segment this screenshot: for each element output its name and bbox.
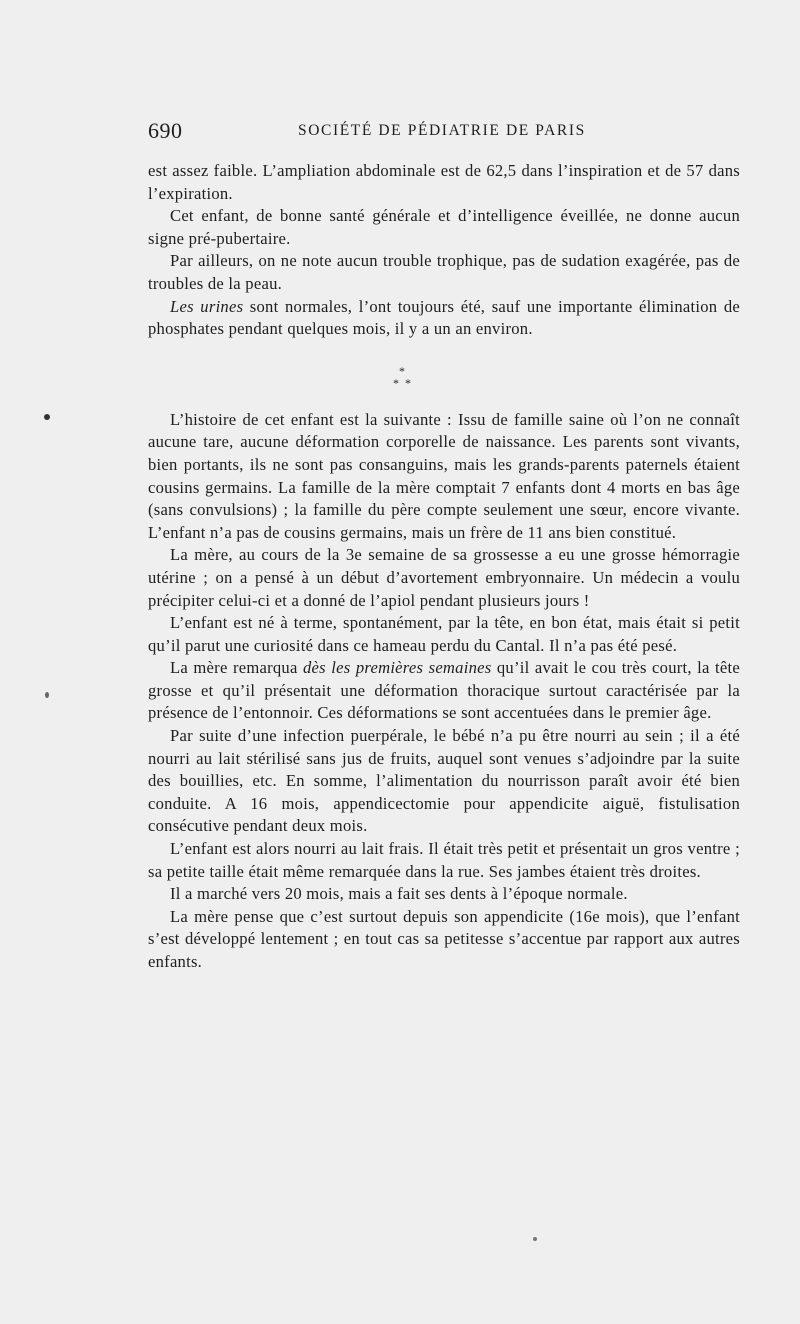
paragraph-birth: L’enfant est né à terme, spontanément, par la tête, en bon état, mais était si petit qu’il parut une curiosité dans ce hameau perdu du Cantal. Il n’a pas été pesé. bbox=[148, 613, 740, 655]
asterism-star-top: * bbox=[399, 363, 406, 378]
paragraph-urines bbox=[148, 296, 740, 341]
margin-ink-spot bbox=[44, 414, 50, 420]
paragraph-fresh-milk: L’enfant est alors nourri au lait frais. Il était très petit et présentait un gros ventre ; sa petite taille était même remarquée dans la rue. Ses jambes étaient très droites. bbox=[148, 839, 740, 881]
deformation-text-b: qu’il avait le cou très court, la tête grosse et qu’il présentait une déformation thoracique surtout caractérisée par la présence de l’entonnoir. Ces déformations se sont accentuées dans le premier âge. bbox=[148, 658, 740, 723]
margin-ink-speck bbox=[45, 692, 49, 698]
paragraph-trophic: Par ailleurs, on ne note aucun trouble trophique, pas de sudation exagérée, pas de troubles de la peau. bbox=[148, 251, 740, 293]
paragraph-pregnancy: La mère, au cours de la 3e semaine de sa grossesse a eu une grosse hémorragie utérine ; on a pensé à un début d’avortement embryonnaire. Un médecin a voulu précipiter celui-ci et a donné de l’apiol pendant plusieurs jours ! bbox=[148, 545, 740, 610]
deformation-text-a: La mère remarqua bbox=[170, 658, 303, 678]
paragraph-feeding: Par suite d’une infection puerpérale, le bébé n’a pu être nourri au sein ; il a été nourri au lait stérilisé sans jus de fruits, auquel sont venues s’adjoindre par la suite des bouillies, etc. En somme, l’alimentation du nourrisson paraît avoir été bien conduite. A 16 mois, appendicectomie pour appendicite aiguë, fistulisation consécutive pendant deux mois. bbox=[148, 726, 740, 836]
paragraph-deformation bbox=[148, 657, 740, 725]
section-asterism bbox=[148, 341, 740, 409]
page-number: 690 bbox=[148, 118, 183, 143]
asterism-star-right: * bbox=[405, 375, 412, 390]
paragraph-walking: Il a marché vers 20 mois, mais a fait ses dents à l’époque normale. bbox=[170, 884, 628, 904]
paragraph-development: La mère pense que c’est surtout depuis son appendicite (16e mois), que l’enfant s’est développé lentement ; en tout cas sa petitesse s’accentue par rapport aux autres enfants. bbox=[148, 906, 740, 971]
bottom-ink-speck bbox=[533, 1237, 537, 1241]
urines-text: sont normales, l’ont toujours été, sauf une importante élimination de phosphates pendant quelques mois, il y a un an environ. bbox=[148, 296, 740, 339]
running-title: SOCIÉTÉ DE PÉDIATRIE DE PARIS bbox=[298, 122, 586, 139]
paragraph-continuation: est assez faible. L’ampliation abdominale est de 62,5 dans l’inspiration et de 57 dans l’expiration. bbox=[148, 161, 740, 203]
asterism-star-left: * bbox=[393, 375, 400, 390]
deformation-italic: dès les premières semaines bbox=[303, 658, 492, 678]
page-header bbox=[148, 118, 742, 148]
body-text bbox=[148, 160, 740, 974]
urines-italic: Les urines bbox=[170, 296, 244, 316]
paragraph-family-history: L’histoire de cet enfant est la suivante : Issu de famille saine où l’on ne connaît aucune tare, aucune déformation corporelle de naissance. Les parents sont vivants, bien portants, ils ne sont pas consanguins, mais les grands-parents paternels étaient cousins germains. La famille de la mère comptait 7 enfants dont 4 morts en bas âge (sans convulsions) ; la famille du père compte seulement une sœur, encore vivante. L’enfant n’a pas de cousins germains, mais un frère de 11 ans bien constitué. bbox=[148, 409, 740, 542]
paragraph-general-health: Cet enfant, de bonne santé générale et d’intelligence éveillée, ne donne aucun signe pré-pubertaire. bbox=[148, 206, 740, 248]
